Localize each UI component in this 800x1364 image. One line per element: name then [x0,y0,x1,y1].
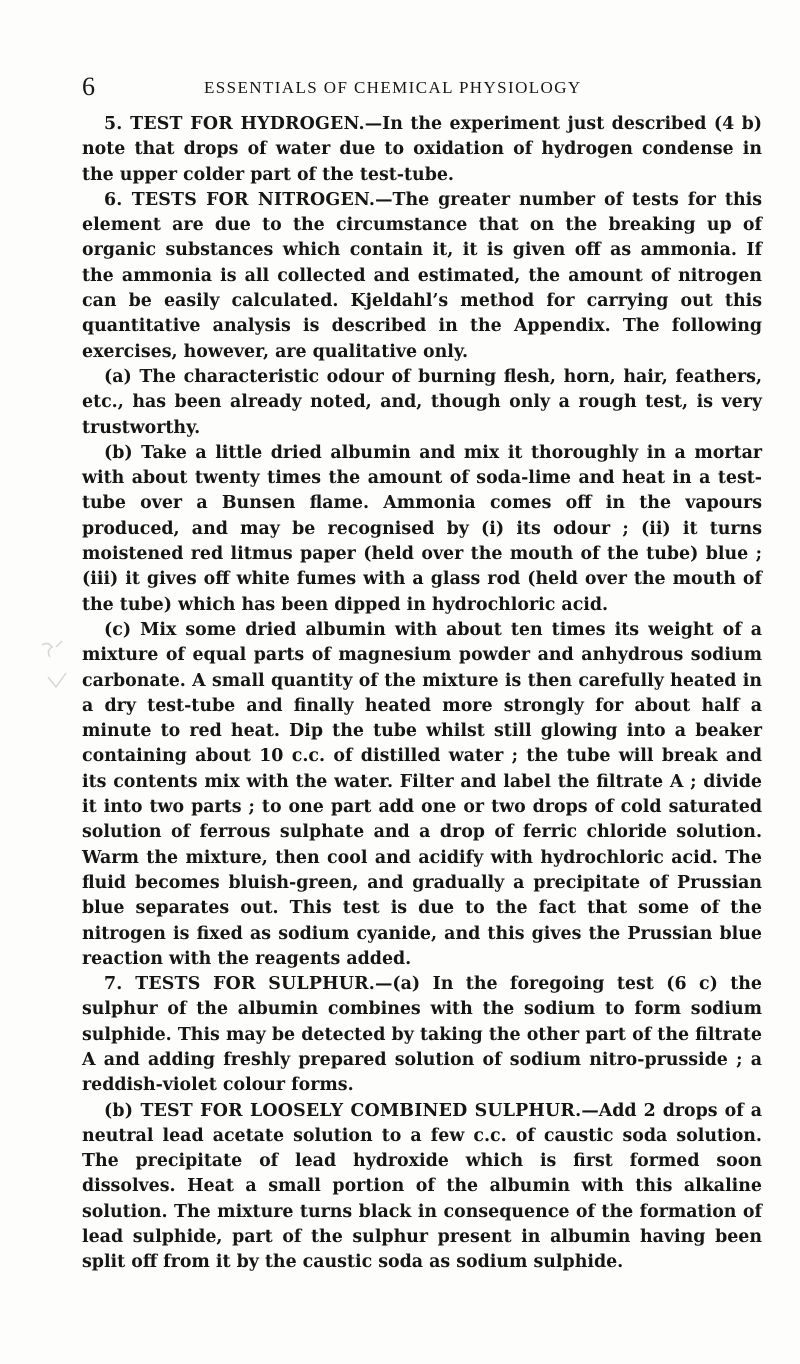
section-heading: 5. TEST FOR HYDROGEN. [104,114,365,134]
paragraph-nitrogen-a: (a) The characteristic odour of burning flesh, horn, hair, feathers, etc., has been already noted, and, though only a rough test, is very trustworthy. [82,366,762,438]
paragraph-nitrogen-c: (c) Mix some dried albumin with about ten times its weight of a mixture of equal parts of magnesium powder and anhydrous sodium carbonate. A small quantity of the mixture is then carefully heated in a dry test-tube and finally heated more strongly for about half a minute to red heat. Dip the tube whilst still glowing into a beaker containing about 10 c.c. of distilled water ; the tube will break and its contents mix with the water. Filter and label the filtrate A ; divide it into two parts ; to one part add one or two drops of cold saturated solution of ferrous sulphate and a drop of ferric chloride solution. Warm the mixture, then cool and acidify with hydrochloric acid. The fluid becomes bluish-green, and gradually a precipitate of Prussian blue separates out. This test is due to the fact that some of the nitrogen is fixed as sodium cyanide, and this gives the Prussian blue reaction with the reagents added. [82,619,762,969]
body-text [82,112,762,1276]
paragraph-nitrogen-b: (b) Take a little dried albumin and mix it thoroughly in a mortar with about twenty times the amount of soda-lime and heat in a test-tube over a Bunsen flame. Ammonia comes off in the vapours produced, and may be recognised by (i) its odour ; (ii) it turns moistened red litmus paper (held over the mouth of the tube) blue ; (iii) it gives off white fumes with a glass rod (held over the mouth of the tube) which has been dipped in hydrochloric acid. [82,442,762,615]
section-heading: 7. TESTS FOR SULPHUR. [104,974,376,995]
running-title: ESSENTIALS OF CHEMICAL PHYSIOLOGY [204,78,582,97]
margin-pencil-mark [34,637,84,697]
running-head [82,74,762,100]
paragraph-text: —In the experiment just described (4 b) note that drops of water due to oxidation of hydrogen condense in the upper colder part of the test-tube. [82,114,762,185]
section-heading: 6. TESTS FOR NITROGEN. [104,189,376,210]
paragraph-tests-sulphur [82,972,762,1098]
paragraph-text: —The greater number of tests for this element are due to the circumstance that on the breaking up of organic substances which contain it, it is given off as ammonia. If the ammonia is all collected and estimated, the amount of nitrogen can be easily calculated. Kjeldahl’s method for carrying out this quantitative analysis is described in the Appendix. The following exercises, however, are qualitative only. [82,189,762,362]
paragraph-text: —Add 2 drops of a neutral lead acetate solution to a few c.c. of caustic soda solution. The precipitate of lead hydroxide which is first formed soon dissolves. Heat a small portion of the albumin with this alkaline solution. The mixture turns black in consequence of the formation of lead sulphide, part of the sulphur present in albumin having been split off from it by the caustic soda as sodium sulphide. [82,1100,762,1273]
page-number: 6 [82,72,95,101]
paragraph-loosely-combined-sulphur [82,1099,762,1276]
section-heading: (b) TEST FOR LOOSELY COMBINED SULPHUR. [104,1100,582,1121]
paragraph-text: —(a) In the foregoing test (6 c) the sulphur of the albumin combines with the sodium to form sodium sulphide. This may be detected by taking the other part of the filtrate A and adding freshly prepared solution of sodium nitro-prusside ; a reddish-violet colour forms. [82,974,762,1096]
paragraph-tests-nitrogen [82,188,762,365]
paragraph-test-hydrogen [82,112,762,188]
